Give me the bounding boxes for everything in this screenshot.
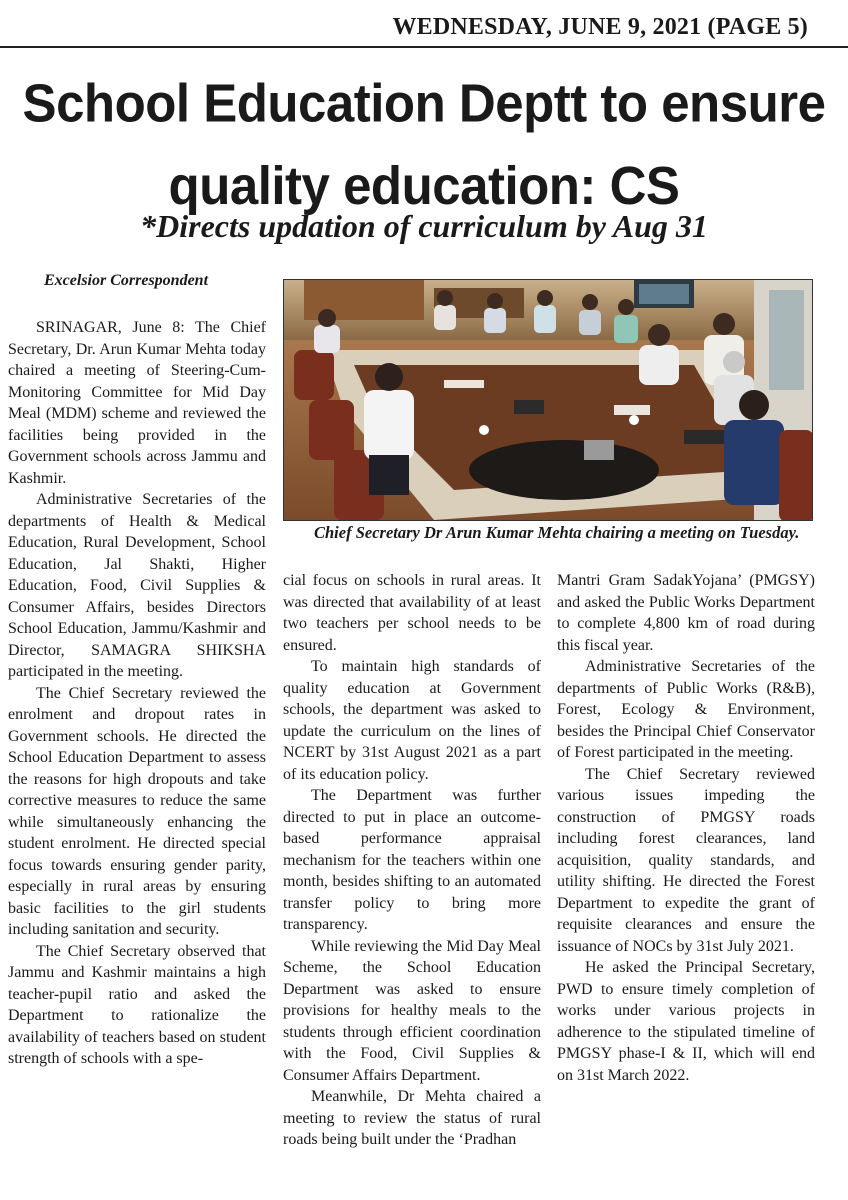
article-column-3 — [557, 570, 815, 1086]
meeting-photo-illustration — [284, 280, 813, 521]
paragraph: He asked the Principal Secretary, PWD to ensure timely completion of works under various projects in adherence to the stipulated timeline of PMGSY phase-I & II, which will end on 31st March 2022. — [557, 959, 815, 1084]
article-column-1 — [8, 317, 266, 1070]
paragraph: Administrative Secretaries of the departments of Health & Medical Education, Rural Development, School Education, Jal Shakti, Higher Education, Food, Civil Supplies & Consumer Affairs, besides Directors School Education, Jammu/Kashmir and Director, SAMAGRA SHIKSHA participated in the meeting. — [8, 491, 266, 680]
paragraph: While reviewing the Mid Day Meal Scheme, the School Education Department was asked to ensure provisions for healthy meals to the students through efficient coordination with the Food, Civil Supplies & Consumer Affairs Department. — [283, 937, 541, 1084]
meeting-photo — [283, 279, 813, 521]
dateline: WEDNESDAY, JUNE 9, 2021 (PAGE 5) — [0, 14, 848, 48]
paragraph: Meanwhile, Dr Mehta chaired a meeting to review the status of rural roads being built under the ‘Pradhan — [283, 1088, 541, 1148]
photo-caption: Chief Secretary Dr Arun Kumar Mehta chairing a meeting on Tuesday. — [314, 523, 800, 542]
paragraph: Administrative Secretaries of the departments of Public Works (R&B), Forest, Ecology & Environment, besides the Principal Chief Conservator of Forest participated in the meeting. — [557, 658, 815, 761]
subheadline: *Directs updation of curriculum by Aug 31 — [140, 208, 708, 244]
paragraph: The Chief Secretary reviewed the enrolment and dropout rates in Government schools. He directed the School Education Department to assess the reasons for high dropouts and take corrective measures to reduce the same while simultaneously enhancing the student enrolment. He directed special focus towards ensuring gender parity, especially in rural areas by ensuring basic facilities to the girl students including sanitation and security. — [8, 684, 266, 938]
paragraph: Mantri Gram SadakYojana’ (PMGSY) and asked the Public Works Department to complete 4,800 km of road during this fiscal year. — [557, 572, 815, 654]
byline: Excelsior Correspondent — [44, 272, 209, 289]
paragraph: SRINAGAR, June 8: The Chief Secretary, Dr. Arun Kumar Mehta today chaired a meeting of Steering-Cum-Monitoring Committee for Mid Day Meal (MDM) scheme and reviewed the facilities being provided in the Government schools across Jammu and Kashmir. — [8, 319, 266, 487]
headline — [10, 62, 838, 227]
headline-line-2: quality education: CS — [168, 155, 680, 216]
headline-line-1: School Education Deptt to ensure — [22, 72, 826, 134]
paragraph: The Department was further directed to put in place an outcome-based performance appraisal mechanism for the teachers within one month, besides shifting to an automated transfer policy to bring more transparency. — [283, 787, 541, 933]
paragraph: The Chief Secretary reviewed various issues impeding the construction of PMGSY roads including forest clearances, land acquisition, quality standards, and utility shifting. He directed the Forest Department to expedite the grant of requisite clearances and ensure the issuance of NOCs by 31st July 2021. — [557, 765, 815, 955]
paragraph: cial focus on schools in rural areas. It was directed that availability of at least two teachers per school needs to be ensured. — [283, 572, 541, 654]
paragraph: To maintain high standards of quality education at Government schools, the department was asked to update the curriculum on the lines of NCERT by 31st August 2021 as a part of its education policy. — [283, 658, 541, 783]
paragraph: The Chief Secretary observed that Jammu and Kashmir maintains a high teacher-pupil ratio and asked the Department to rationalize the availability of teachers based on student strength of schools with a spe- — [8, 942, 266, 1067]
article-column-2 — [283, 570, 541, 1151]
